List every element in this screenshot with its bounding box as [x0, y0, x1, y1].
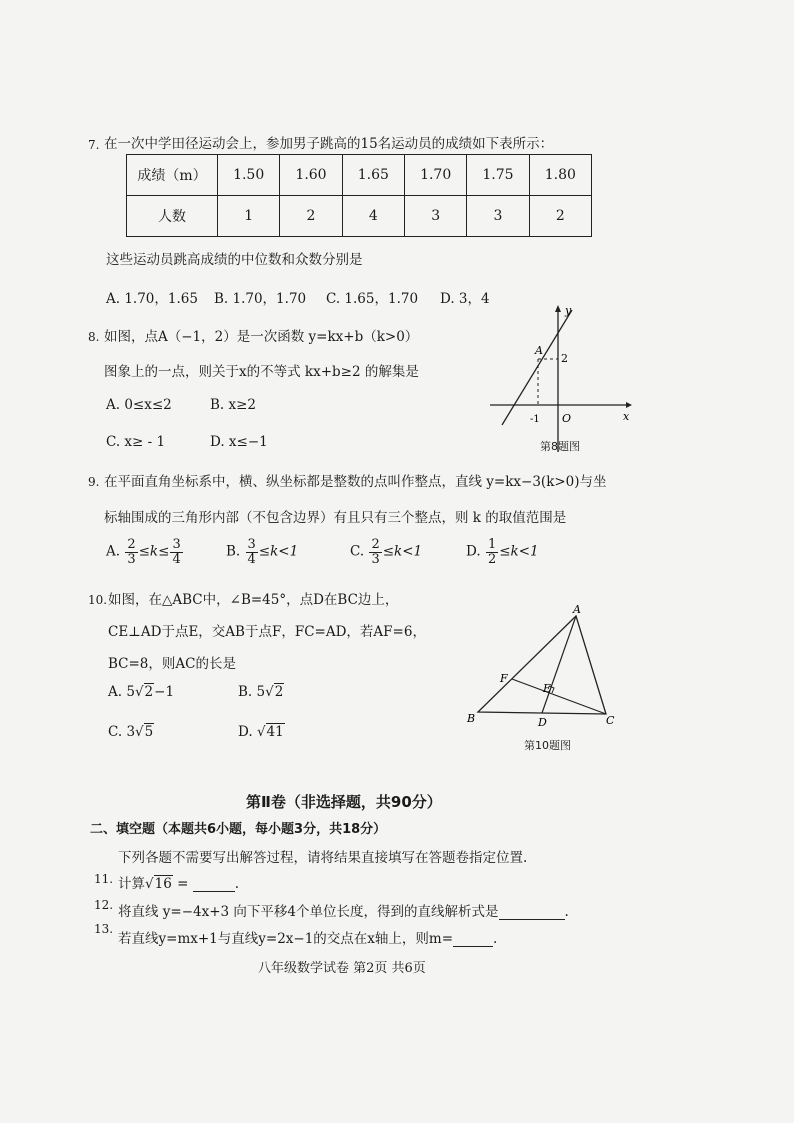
q7-option-b: B. 1.70，1.70	[214, 291, 307, 307]
numerator: 2	[127, 537, 136, 552]
q7-option-d: D. 3，4	[440, 291, 490, 307]
sqrt-symbol: √41	[256, 724, 284, 740]
q13-text	[118, 927, 497, 947]
q7-stem: 在一次中学田径运动会上，参加男子跳高的15名运动员的成绩如下表所示：	[104, 136, 554, 152]
section2-heading: 二、填空题（本题共6小题，每小题3分，共18分）	[90, 822, 387, 837]
triangle-abc	[478, 616, 606, 714]
point-d-label: D	[538, 716, 547, 729]
denominator: 4	[247, 551, 256, 567]
denominator: 4	[172, 551, 181, 567]
table-cell: 1.50	[218, 155, 280, 196]
inequality: ≤k<1	[258, 543, 299, 560]
segment-ad	[542, 616, 576, 713]
x-axis-arrow-icon	[626, 402, 632, 408]
inequality: ≤k≤	[138, 543, 170, 560]
q11-number: 11.	[94, 872, 114, 886]
suffix: −1	[154, 684, 175, 700]
q11-text	[118, 872, 239, 892]
q13-number: 13.	[94, 922, 114, 936]
table-cell: 3	[404, 196, 466, 237]
table-cell: 1.70	[404, 155, 466, 196]
q9-line2: 标轴围成的三角形内部（不包含边界）有且只有三个整点，则 k 的取值范围是	[104, 510, 567, 526]
coefficient: 5	[256, 684, 266, 700]
y-value-label: 2	[561, 352, 568, 365]
segment-cf	[512, 679, 606, 714]
denominator: 2	[487, 551, 497, 567]
q7-option-a: A. 1.70，1.65	[106, 291, 198, 307]
denominator: 3	[127, 551, 136, 567]
table-cell: 4	[342, 196, 404, 237]
q12-body: 将直线 y=−4x+3 向下平移4个单位长度，得到的直线解析式是	[118, 904, 499, 920]
q9-option-c	[350, 538, 422, 566]
q8-line1: 如图，点A（−1，2）是一次函数 y=kx+b（k>0）	[104, 329, 419, 345]
q8-line2: 图象上的一点，则关于x的不等式 kx+b≥2 的解集是	[104, 364, 419, 380]
answer-blank[interactable]	[193, 891, 235, 892]
inequality: ≤k<1	[382, 543, 423, 560]
q13-body: 若直线y=mx+1与直线y=2x−1的交点在x轴上，则m=	[118, 931, 454, 947]
table-row	[127, 155, 592, 196]
page-footer: 八年级数学试卷 第2页 共6页	[258, 961, 426, 976]
answer-blank[interactable]	[453, 946, 493, 947]
sqrt-symbol: √16	[145, 876, 172, 892]
q10-line1: 如图，在△ABC中，∠B=45°，点D在BC边上，	[108, 592, 399, 608]
option-label: C.	[350, 543, 365, 560]
equals: =	[177, 876, 189, 892]
function-line	[502, 310, 572, 425]
radicand: 41	[266, 724, 284, 740]
point-a-label: A	[573, 603, 581, 616]
q7-option-c: C. 1.65，1.70	[326, 291, 419, 307]
numerator: 1	[487, 537, 497, 552]
point-c-label: C	[606, 714, 615, 727]
q8-option-b: B. x≥2	[210, 397, 257, 413]
q10-option-d	[238, 724, 285, 740]
sqrt-symbol: √2	[265, 684, 284, 700]
q7-question: 这些运动员跳高成绩的中位数和众数分别是	[106, 252, 363, 268]
q10-number: 10.	[88, 593, 108, 607]
section2-instruction: 下列各题不需要写出解答过程，请将结果直接填写在答题卷指定位置.	[118, 850, 528, 866]
q7-score-table	[126, 154, 592, 237]
radicand: 16	[154, 876, 172, 892]
table-cell: 3	[467, 196, 529, 237]
q10-line2: CE⊥AD于点E，交AB于点F，FC=AD，若AF=6，	[108, 624, 426, 640]
q9-option-d	[466, 538, 539, 566]
point-e-label: E	[543, 682, 552, 695]
q11-prefix: 计算	[118, 876, 145, 892]
fraction	[486, 538, 498, 566]
table-cell: 1	[218, 196, 280, 237]
denominator: 3	[371, 551, 380, 567]
sqrt-symbol: √5	[135, 724, 154, 740]
q8-figure-caption: 第8题图	[540, 440, 580, 453]
option-label: D.	[238, 724, 253, 740]
q10-line3: BC=8，则AC的长是	[108, 656, 236, 672]
table-cell: 2	[280, 196, 342, 237]
point-a-label: A	[535, 344, 543, 357]
q9-number: 9.	[88, 475, 100, 489]
y-axis-arrow-icon	[555, 305, 561, 312]
x-axis-label: x	[623, 410, 630, 423]
option-label: A.	[106, 543, 121, 560]
coefficient: 3	[126, 724, 136, 740]
q10-option-b	[238, 684, 284, 700]
q8-figure	[486, 300, 636, 460]
table-cell: 2	[529, 196, 591, 237]
x-value-label: -1	[530, 414, 540, 425]
q10-option-a	[108, 684, 174, 700]
q10-figure	[462, 600, 632, 740]
option-label: A.	[108, 684, 123, 700]
q9-option-a	[106, 538, 184, 566]
table-cell: 成绩（m）	[127, 155, 218, 196]
point-f-label: F	[500, 672, 508, 685]
radicand: 2	[144, 684, 154, 700]
option-label: B.	[238, 684, 253, 700]
table-row	[127, 196, 592, 237]
q8-option-c: C. x≥ - 1	[106, 434, 166, 450]
radicand: 5	[144, 724, 154, 740]
table-cell: 1.65	[342, 155, 404, 196]
table-cell: 人数	[127, 196, 218, 237]
table-cell: 1.60	[280, 155, 342, 196]
q7-number: 7.	[88, 138, 100, 152]
period: .	[564, 904, 569, 920]
period: .	[493, 931, 498, 947]
numerator: 3	[247, 537, 256, 552]
q9-line1: 在平面直角坐标系中，横、纵坐标都是整数的点叫作整点，直线 y=kx−3(k>0)与坐	[104, 474, 607, 490]
q10-option-c	[108, 724, 154, 740]
sqrt-symbol: √2	[134, 684, 154, 700]
q8-number: 8.	[88, 330, 100, 344]
y-axis-label: y	[565, 304, 572, 317]
table-cell: 1.80	[529, 155, 591, 196]
option-label: D.	[466, 543, 481, 560]
table-cell: 1.75	[467, 155, 529, 196]
fraction	[125, 538, 137, 566]
option-label: B.	[226, 543, 241, 560]
fraction	[170, 538, 182, 566]
q12-number: 12.	[94, 898, 114, 912]
point-b-label: B	[467, 712, 476, 725]
q9-option-b	[226, 538, 298, 566]
fraction	[246, 538, 258, 566]
inequality: ≤k<1	[499, 543, 539, 560]
fraction	[369, 538, 381, 566]
period: .	[234, 876, 239, 892]
q8-option-d: D. x≤−1	[210, 434, 268, 450]
option-label: C.	[108, 724, 123, 740]
origin-label: O	[562, 412, 572, 425]
q12-text	[118, 900, 569, 920]
answer-blank[interactable]	[499, 919, 565, 920]
q10-figure-caption: 第10题图	[524, 739, 571, 752]
part2-title: 第Ⅱ卷（非选择题，共90分）	[246, 793, 442, 811]
numerator: 2	[371, 537, 380, 552]
q8-option-a: A. 0≤x≤2	[106, 397, 172, 413]
numerator: 3	[172, 537, 181, 552]
radicand: 2	[274, 684, 284, 700]
coefficient: 5	[126, 684, 135, 700]
